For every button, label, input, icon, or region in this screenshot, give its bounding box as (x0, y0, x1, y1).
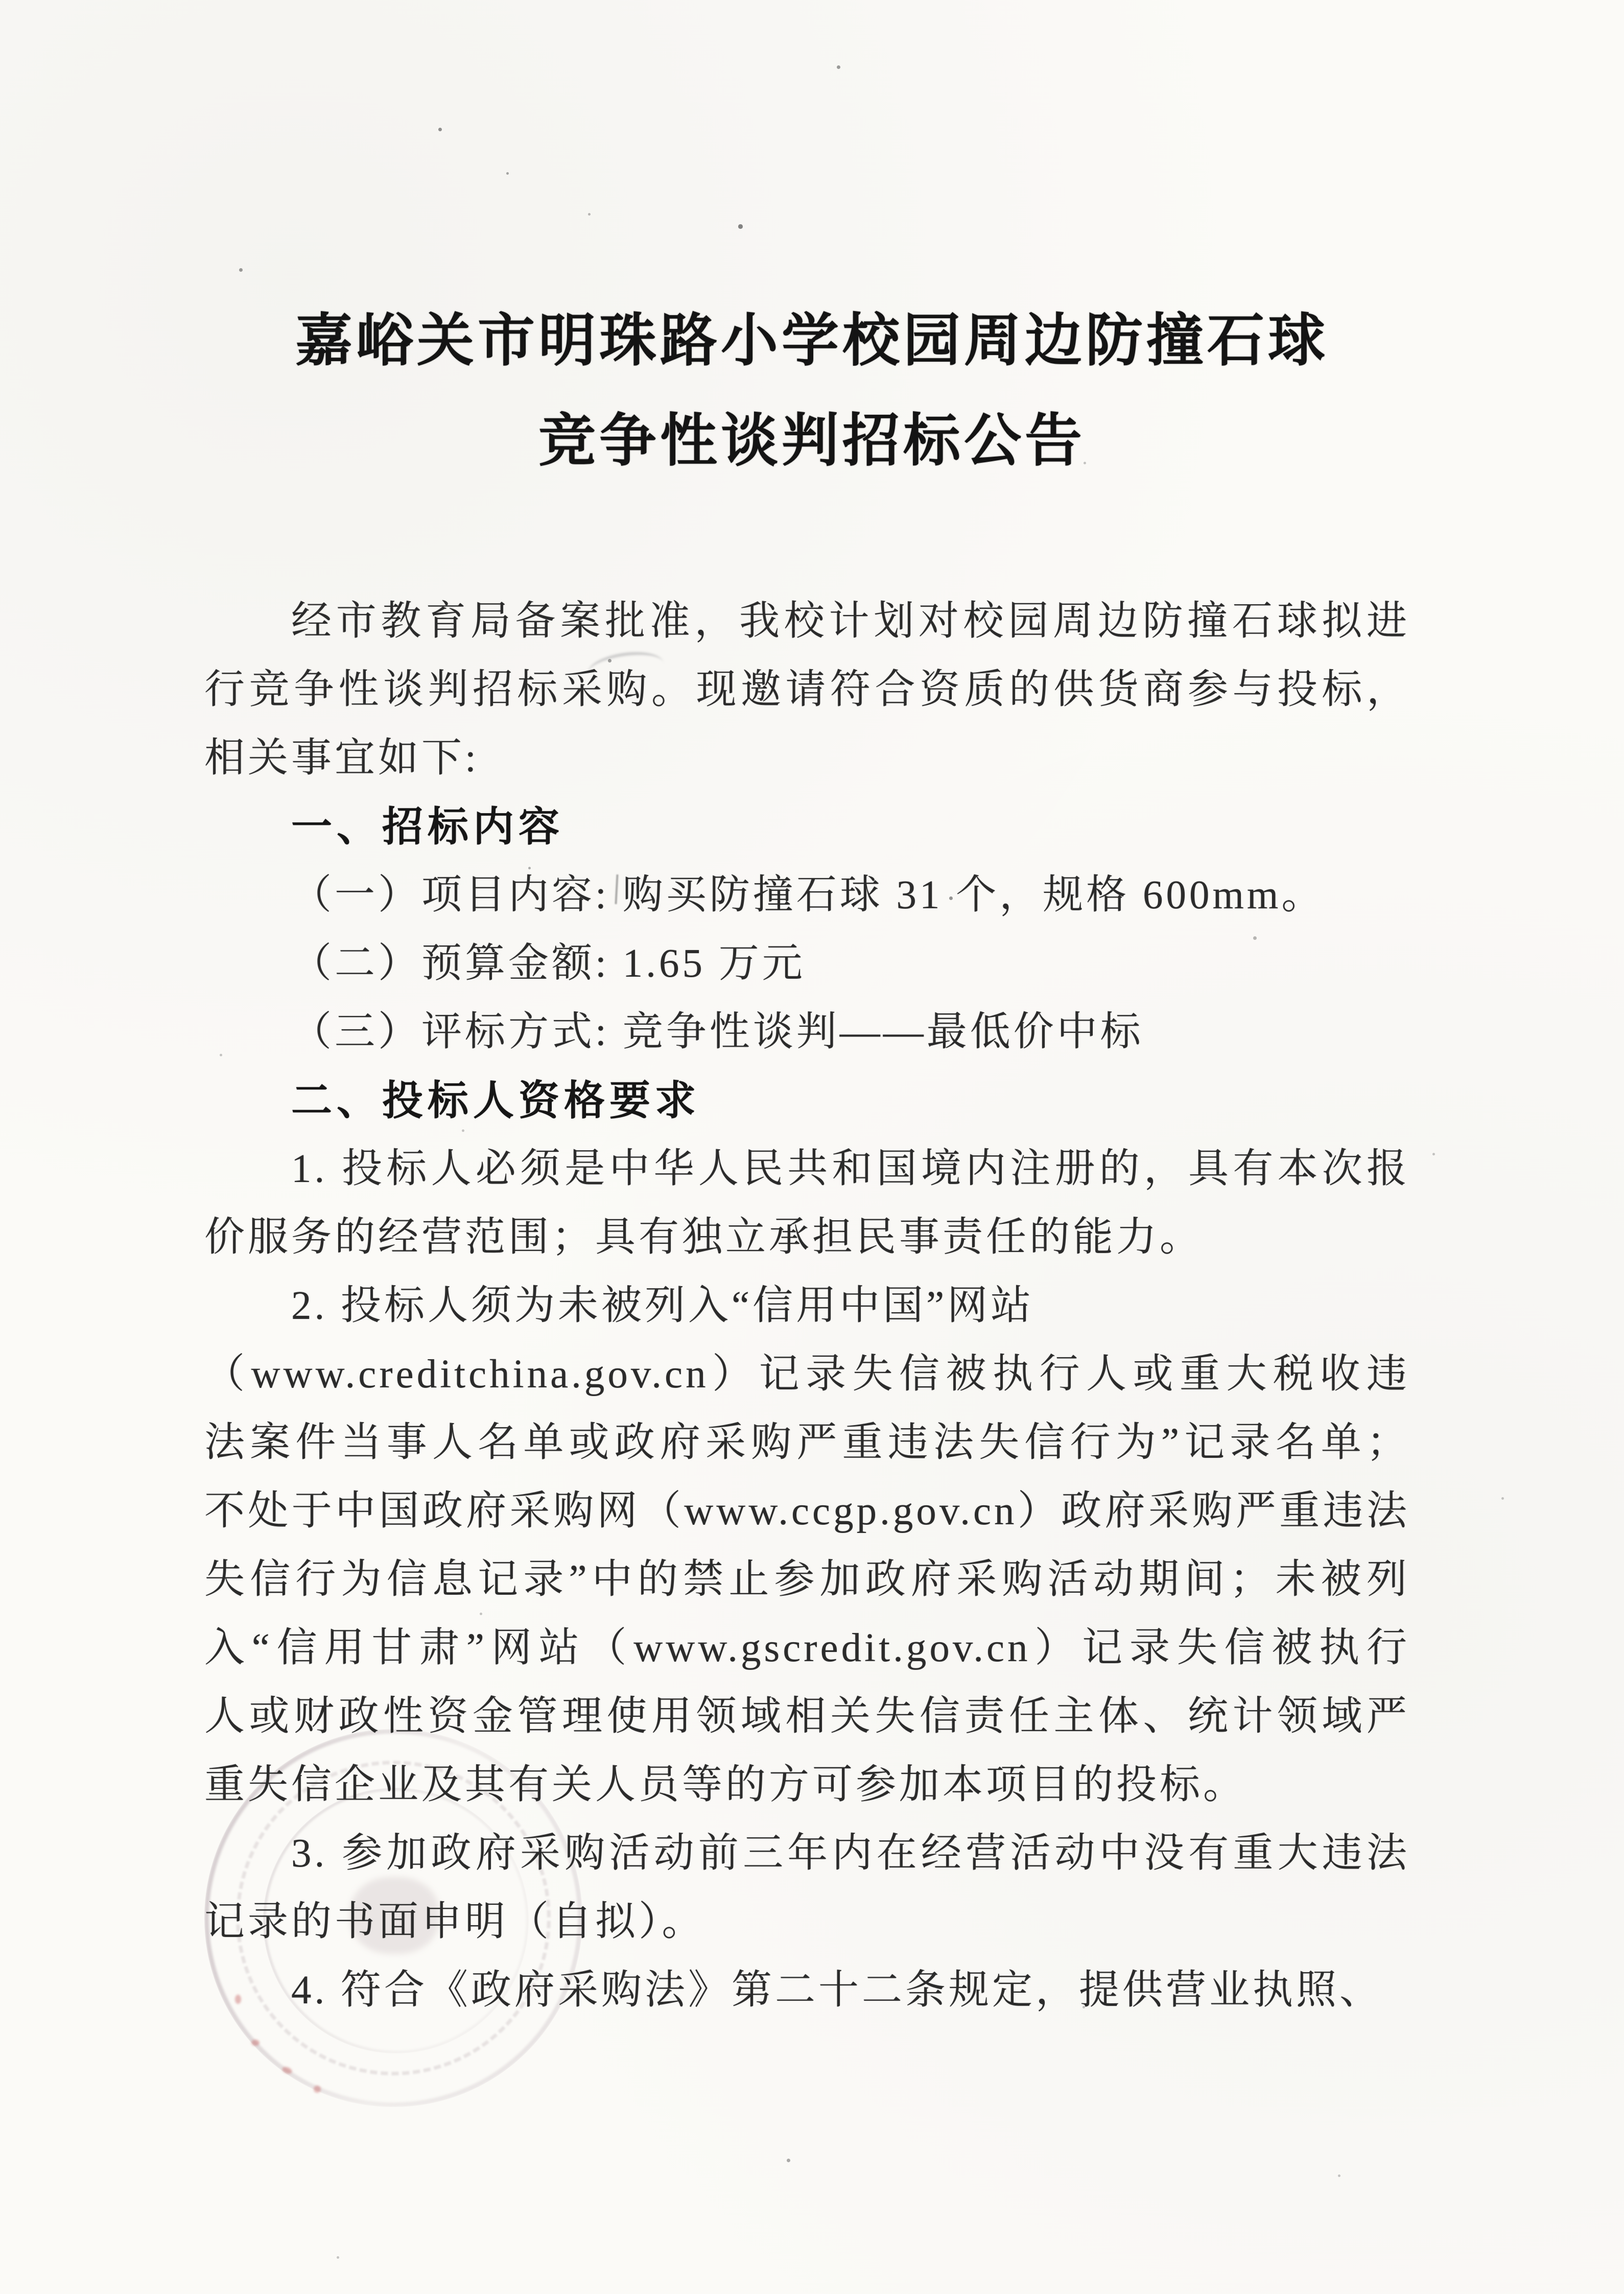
text-line: （三）评标方式: 竞争性谈判——最低价中标 (291, 1010, 1144, 1054)
section-heading-line: 一、招标内容 (291, 804, 564, 849)
text-line: 入“信用甘肃”网站（www.gscredit.gov.cn）记录失信被执行 (204, 1626, 1410, 1670)
text-line: 经市教育局备案批准，我校计划对校园周边防撞石球拟进 (291, 599, 1410, 644)
text-line: 不处于中国政府采购网（www.ccgp.gov.cn）政府采购严重违法 (204, 1489, 1410, 1533)
section-heading-line: 二、投标人资格要求 (291, 1078, 700, 1123)
text-line: 法案件当事人名单或政府采购严重违法失信行为”记录名单； (204, 1421, 1410, 1465)
text-line: （www.creditchina.gov.cn）记录失信被执行人或重大税收违 (204, 1352, 1410, 1397)
text-line: 3. 参加政府采购活动前三年内在经营活动中没有重大违法 (291, 1831, 1410, 1876)
scan-noise-specks (0, 0, 2, 2)
text-line: 行竞争性谈判招标采购。现邀请符合资质的供货商参与投标， (204, 668, 1410, 712)
document-title-line2: 竞争性谈判招标公告 (538, 409, 1086, 472)
text-line: 4. 符合《政府采购法》第二十二条规定，提供营业执照、 (291, 1968, 1383, 2013)
text-line: （一）项目内容: 购买防撞石球 31 个，规格 600mm。 (291, 873, 1325, 917)
document-lines (204, 587, 1410, 2025)
text-line: 价服务的经营范围；具有独立承担民事责任的能力。 (204, 1215, 1203, 1260)
text-line: 1. 投标人必须是中华人民共和国境内注册的，具有本次报 (291, 1147, 1410, 1191)
text-line: 记录的书面申明（自拟）。 (204, 1900, 705, 1944)
text-line: 人或财政性资金管理使用领域相关失信责任主体、统计领域严 (204, 1694, 1410, 1739)
document-title-line1: 嘉峪关市明珠路小学校园周边防撞石球 (295, 309, 1329, 372)
seal-red-fleck (251, 2040, 260, 2046)
text-line: 2. 投标人须为未被列入“信用中国”网站 (291, 1284, 1034, 1328)
seal-red-fleck (314, 2086, 321, 2093)
text-line: 相关事宜如下: (204, 736, 479, 781)
text-line: （二）预算金额: 1.65 万元 (291, 941, 806, 986)
text-line: 失信行为信息记录”中的禁止参加政府采购活动期间；未被列 (204, 1557, 1410, 1602)
text-line: 重失信企业及其有关人员等的方可参加本项目的投标。 (204, 1763, 1246, 1807)
seal-red-fleck (281, 2066, 293, 2075)
